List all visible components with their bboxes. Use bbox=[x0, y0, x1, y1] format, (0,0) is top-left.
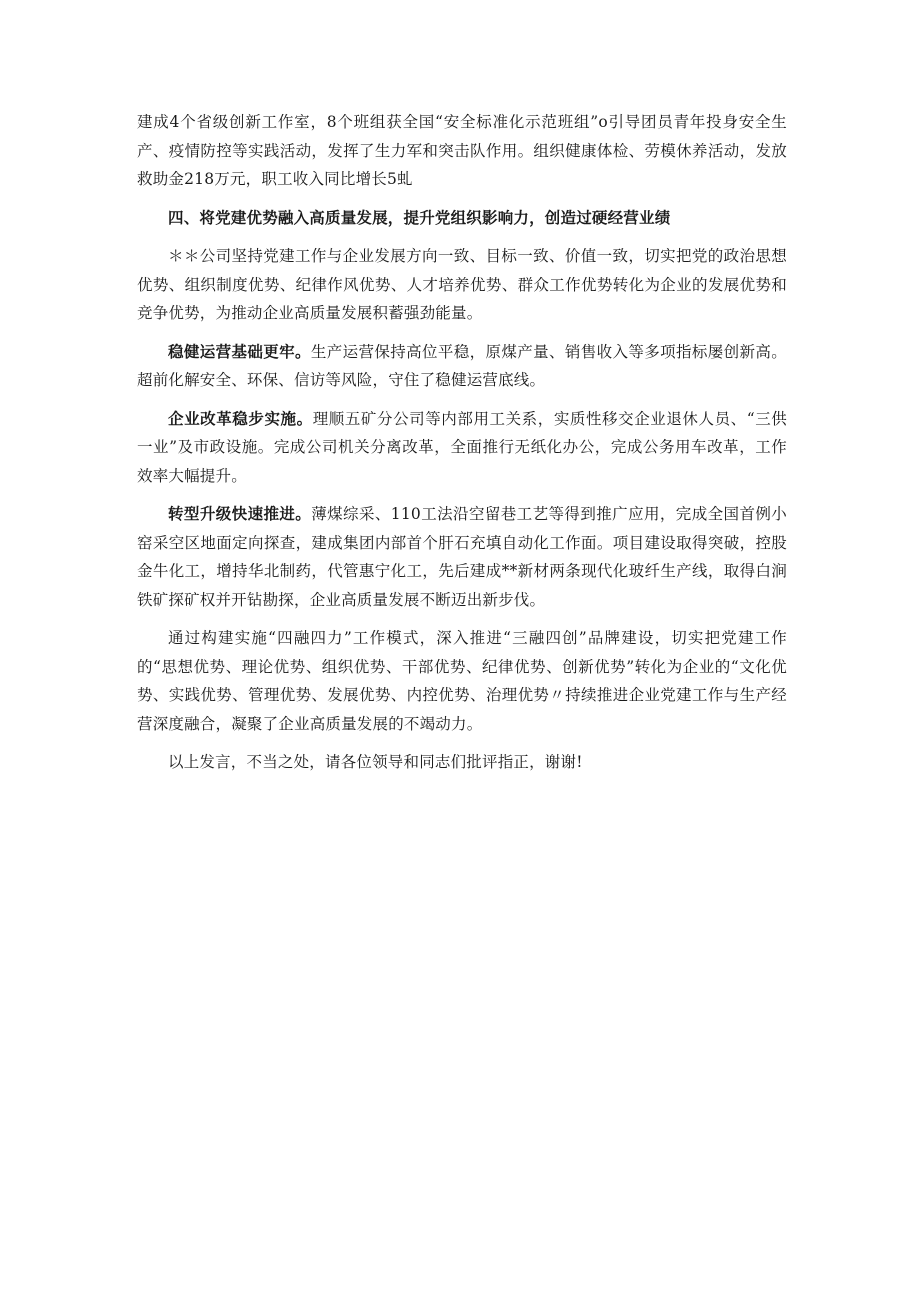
paragraph-lead-operations: 稳健运营基础更牢。 bbox=[168, 341, 311, 361]
section-heading-four: 四、将党建优势融入高质量发展，提升党组织影响力，创造过硬经营业绩 bbox=[168, 207, 671, 227]
paragraph-text-reform: 理顺五矿分公司等内部用工关系，实质性移交企业退休人员、“三供一业”及市政设施。完成公司机关分离改革，全面推行无纸化办公，完成公务用车改革，工作效率大幅提升。 bbox=[137, 409, 787, 485]
paragraph-text-transformation: 薄煤综采、110工法沿空留巷工艺等得到推广应用，完成全国首例小窑采空区地面定向探查，建成集团内部首个肝石充填自动化工作面。项目建设取得突破，控股金牛化工，增持华北制药，代管惠宁化工，先后建成**新材两条现代化玻纤生产线，取得白涧铁矿探矿权并开钻勘探，企业高质量发展不断迈出新步伐。 bbox=[137, 505, 787, 609]
paragraph-transformation bbox=[137, 500, 787, 614]
paragraph-operations bbox=[137, 338, 787, 395]
paragraph-text-operations: 生产运营保持高位平稳，原煤产量、销售收入等多项指标屡创新高。超前化解安全、环保、信访等风险，守住了稳健运营底线。 bbox=[137, 342, 787, 389]
paragraph-lead-transformation: 转型升级快速推进。 bbox=[168, 504, 312, 523]
paragraph-intro: ＊＊公司坚持党建工作与企业发展方向一致、目标一致、价值一致，切实把党的政治思想优势、组织制度优势、纪律作风优势、人才培养优势、群众工作优势转化为企业的发展优势和竞争优势，为推动企业高质量发展积蓄强劲能量。 bbox=[137, 247, 787, 322]
paragraph-lead-reform: 企业改革稳步实施。 bbox=[168, 408, 313, 428]
paragraph-summary: 通过构建实施“四融四力”工作模式，深入推进“三融四创”品牌建设，切实把党建工作的“思想优势、理论优势、组织优势、干部优势、纪律优势、创新优势”转化为企业的“文化优势、实践优势、管理优势、发展优势、内控优势、治理优势〃持续推进企业党建工作与生产经营深度融合，凝聚了企业高质量发展的不竭动力。 bbox=[137, 629, 787, 733]
paragraph-reform bbox=[137, 405, 787, 491]
paragraph-continued: 建成4个省级创新工作室，8个班组获全国“安全标准化示范班组”o引导团员青年投身安全生产、疫情防控等实践活动，发挥了生力军和突击队作用。组织健康体检、劳模休养活动，发放救助金218万元，职工收入同比增长5虬 bbox=[137, 113, 787, 188]
document-body bbox=[137, 108, 787, 787]
paragraph-closing: 以上发言，不当之处，请各位领导和同志们批评指正，谢谢! bbox=[168, 753, 583, 771]
